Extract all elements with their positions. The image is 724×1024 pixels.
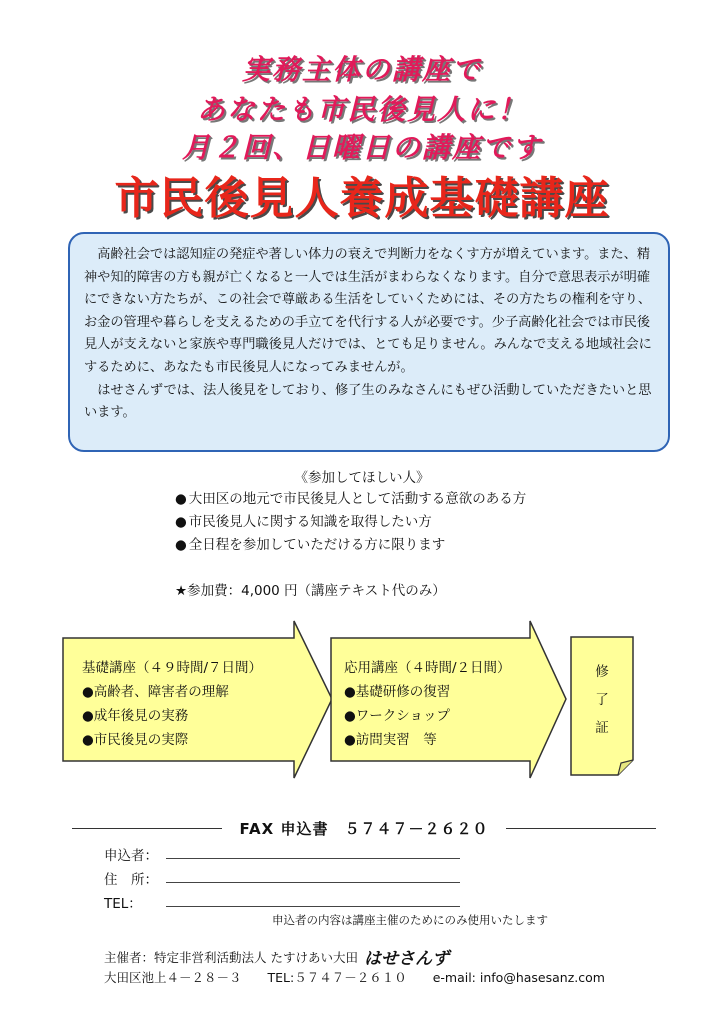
basic-course-title: 基礎講座（４９時間/７日間） — [82, 660, 263, 676]
divider — [506, 828, 656, 829]
applied-course-text — [344, 656, 511, 752]
intro-paragraph-2: はせさんずでは、法人後見をしており、修了生のみなさんにもぜひ活動していただきたいと思います。 — [84, 382, 652, 421]
list-item: ● 大田区の地元で市民後見人として活動する意欲のある方 — [175, 491, 527, 507]
address-label: 住 所： — [104, 872, 158, 888]
organizer-tel: TEL:５７４７－２６１０ — [267, 970, 407, 985]
certificate-box — [570, 636, 634, 776]
list-item: ●高齢者、障害者の理解 — [82, 684, 229, 700]
organizer-address: 大田区池上４－２８－３ — [104, 970, 242, 985]
list-item: ●成年後見の実務 — [82, 708, 189, 724]
list-item: ●市民後見の実際 — [82, 732, 189, 748]
bullet-icon: ● — [175, 491, 187, 507]
applicant-label: 申込者： — [104, 848, 158, 864]
fee-text: ★参加費：4,000 円（講座テキスト代のみ） — [175, 583, 446, 599]
list-item: ●ワークショップ — [344, 708, 451, 724]
list-item: ●訪問実習 等 — [344, 732, 437, 748]
headline-line-1: 実務主体の講座で — [241, 53, 482, 86]
contact-info — [104, 968, 627, 986]
list-item: ● 全日程を参加していただける方に限ります — [175, 537, 446, 553]
basic-course-arrow — [62, 620, 334, 780]
organizer — [104, 944, 449, 969]
certificate-text: 修 了 証 — [595, 664, 609, 736]
privacy-note: 申込者の内容は講座主催のためにのみ使用いたします — [272, 913, 548, 927]
applicant-field[interactable] — [166, 858, 460, 859]
targets-heading: 《参加してほしい人》 — [294, 470, 430, 486]
organizer-email: e-mail: info@hasesanz.com — [432, 970, 605, 985]
bullet-icon: ● — [175, 514, 187, 530]
applied-course-title: 応用講座（４時間/２日間） — [344, 660, 511, 676]
applied-course-arrow — [330, 620, 568, 780]
divider — [72, 828, 222, 829]
tel-label: TEL： — [104, 896, 142, 912]
fax-header — [72, 818, 656, 838]
basic-course-text — [82, 656, 262, 752]
fax-title: FAX 申込書 ５７４７－２６２０ — [239, 820, 489, 838]
headline-line-2: あなたも市民後見人に！ — [196, 93, 527, 126]
brand-logo: はせさんず — [363, 949, 449, 969]
organizer-label: 主催者：特定非営利活動法人 たすけあい大田 — [104, 950, 358, 965]
targets-list — [175, 488, 526, 557]
address-field[interactable] — [166, 882, 460, 883]
intro-box — [68, 232, 670, 452]
list-item: ●基礎研修の復習 — [344, 684, 451, 700]
tel-field[interactable] — [166, 906, 460, 907]
headline-line-3: 月２回、日曜日の講座です — [181, 131, 542, 164]
page-title: 市民後見人養成基礎講座 — [114, 173, 610, 224]
list-item: ● 市民後見人に関する知識を取得したい方 — [175, 514, 432, 530]
intro-paragraph-1: 高齢社会では認知症の発症や著しい体力の衰えで判断力をなくす方が増えています。また、精神や知的障害の方も親が亡くなると一人では生活がまわらなくなります。自分で意思表示が明確にできない方たちが、この社会で尊厳ある生活をしていくためには、その方たちの権利を守り、お金の管理や暮らしを支えるための手立てを代行する人が必要です。少子高齢化社会では市民後見人が支えないと家族や専門職後見人だけでは、とても足りません。みんなで支える地域社会にするために、あなたも市民後見人になってみませんが。 — [84, 247, 652, 375]
bullet-icon: ● — [175, 537, 187, 553]
